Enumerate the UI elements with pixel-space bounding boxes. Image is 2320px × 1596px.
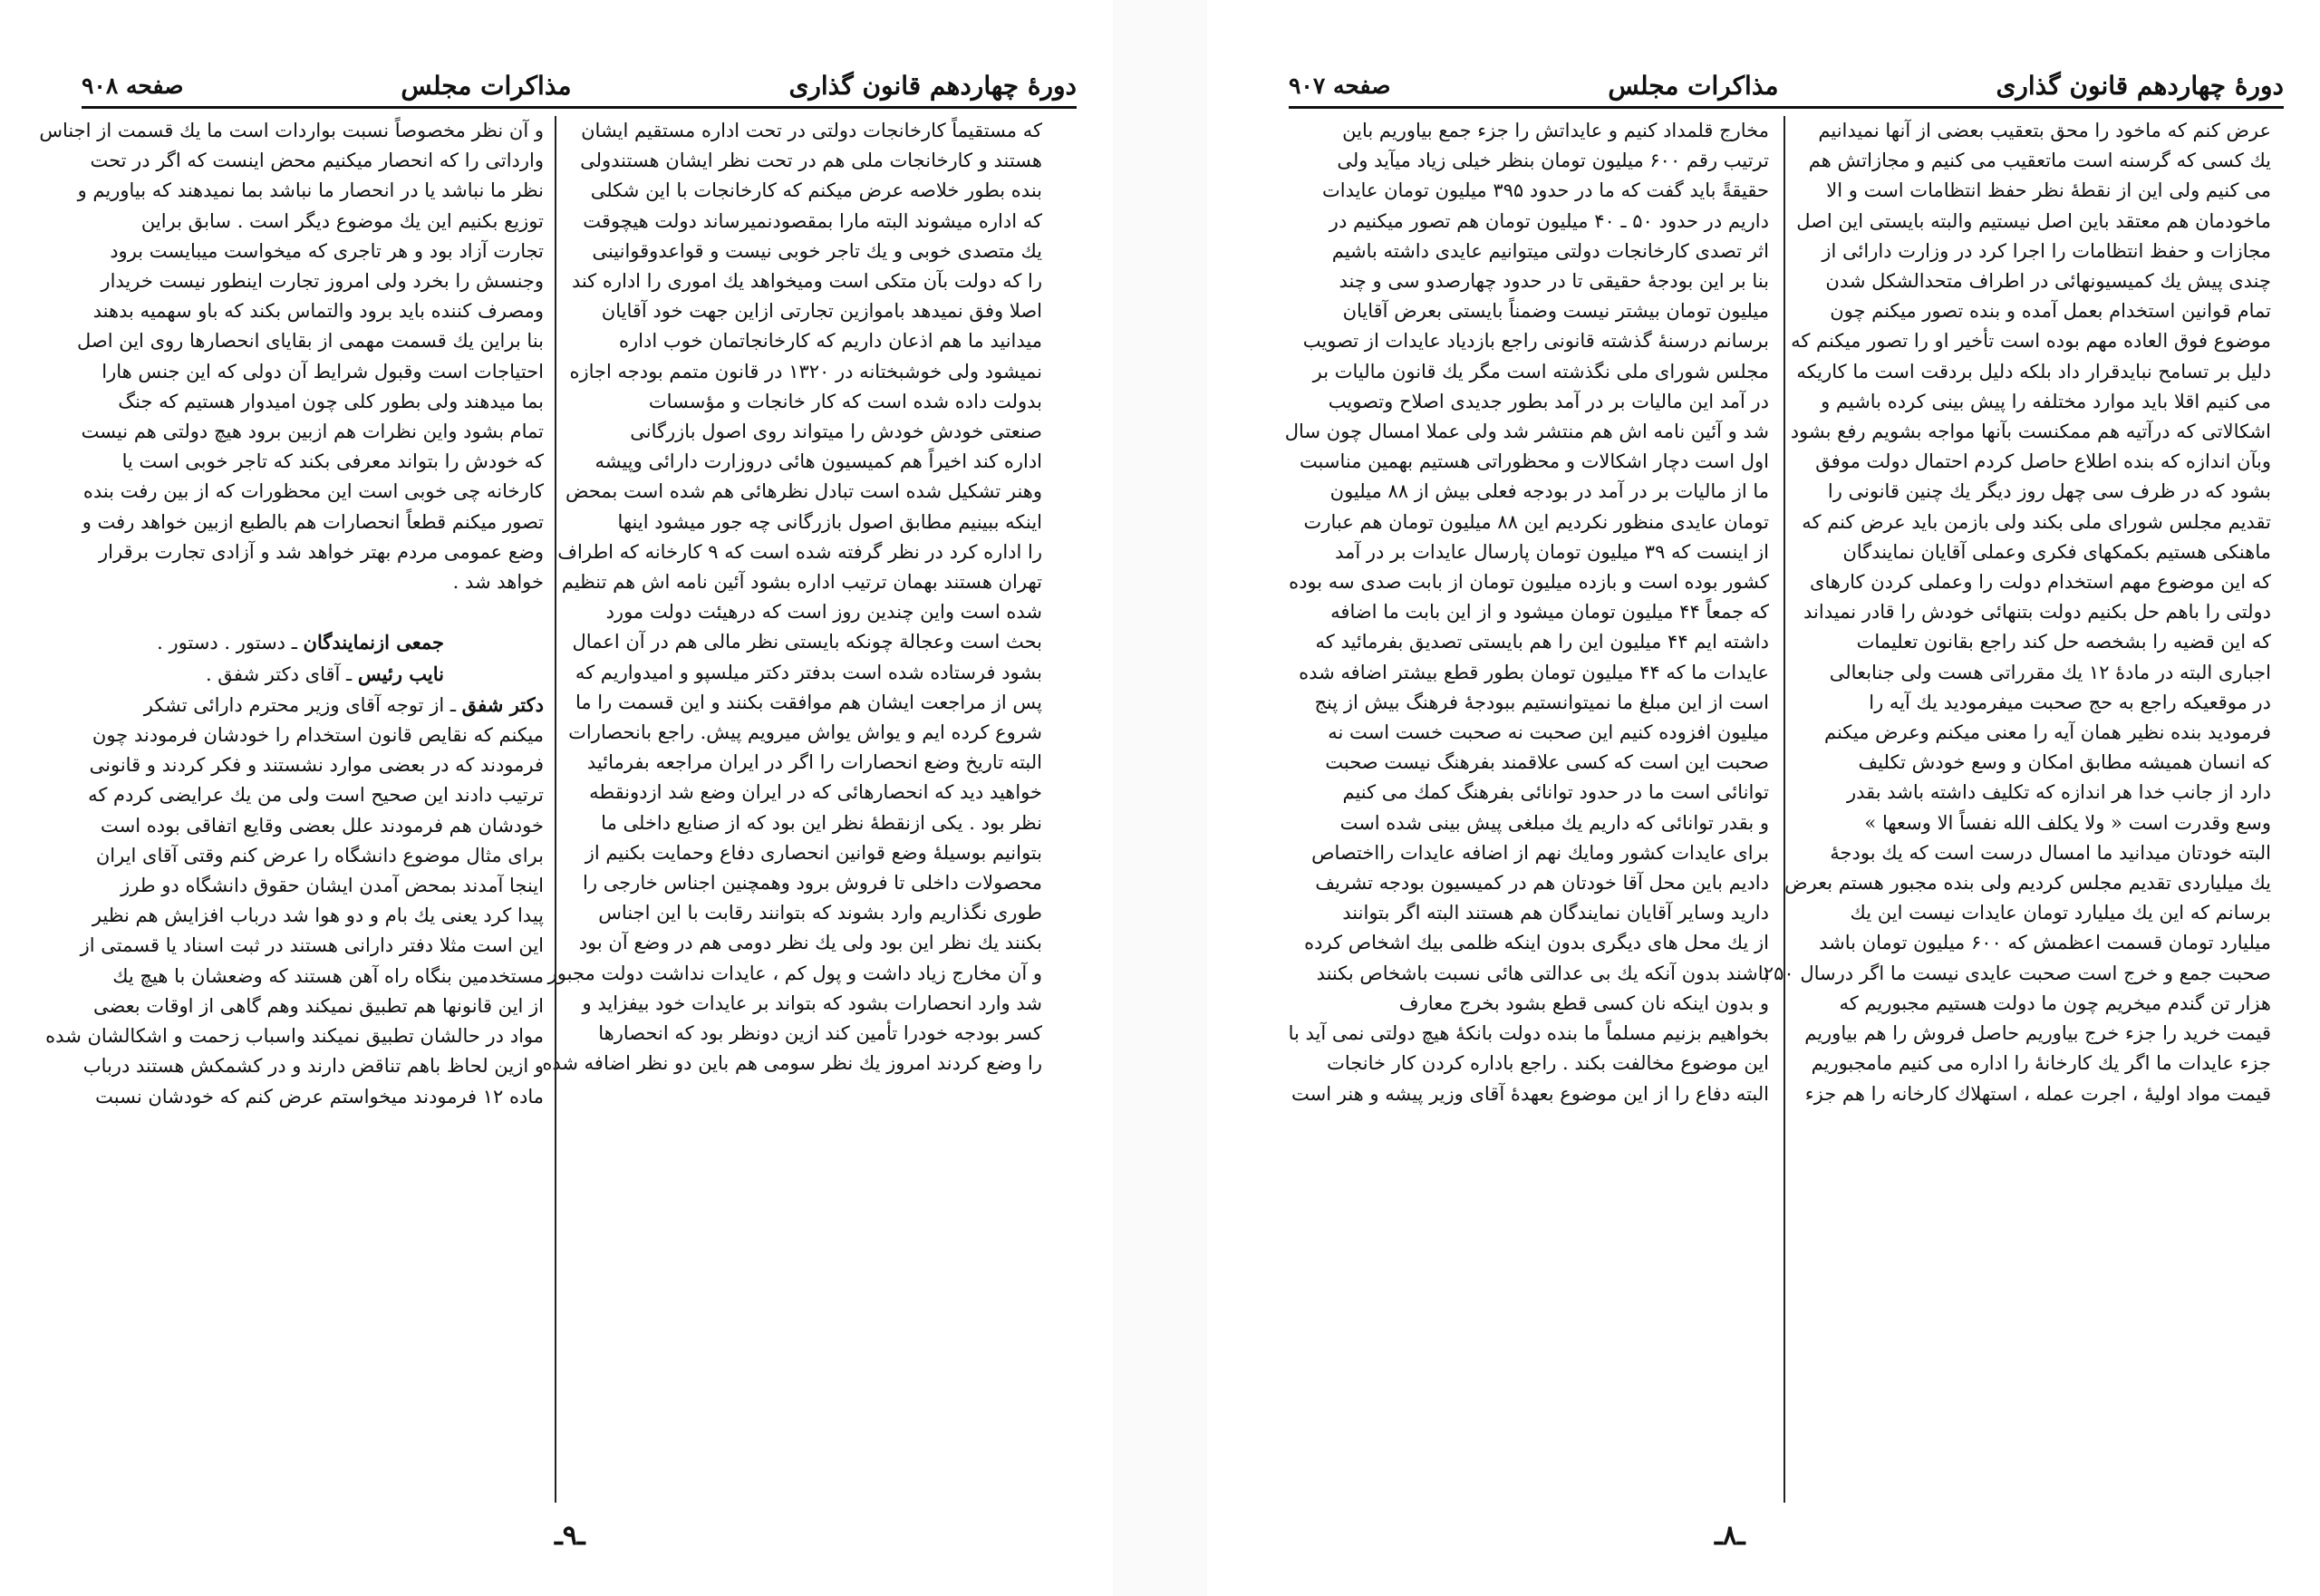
text-line: توانائی است ما در حدود توانائی بفرهنگ کمك می کنیم	[1342, 781, 1769, 804]
text-line: میکنم که نقایص قانون استخدام را خودشان فرمودند چون	[92, 724, 544, 747]
text-line: برای عایدات کشور ومایك نهم از اضافه عایدات رااختصاص	[1311, 841, 1769, 864]
text-line: خواهید دید که انحصارهائی که در ایران وضع شد ازدونقطه	[589, 781, 1042, 804]
text-line: میدانید ما هم اذعان داریم که کارخانجاتمان خوب اداره	[619, 330, 1042, 353]
text-line: احتیاجات است وقبول شرایط آن دولی که این جنس هارا	[102, 360, 544, 382]
text-column-left	[39, 116, 544, 1503]
page-gutter	[1113, 0, 1207, 1596]
text-line: موضوع فوق العاده مهم بوده است تأخیر او را تصور میکنم که	[1791, 330, 2271, 353]
text-line: از یك محل های دیگری بدون اینکه ظلمی بیك اشخاص کرده	[1304, 932, 1769, 954]
page-number-label: صفحه ۹۰۷	[1289, 72, 1391, 99]
text-line: البته تاریخ وضع انحصارات را اگر در ایران مراجعه بفرمائید	[586, 751, 1042, 774]
text-line: عایدات ما که ۴۴ میلیون تومان بطور قطع بیشتر اضافه شده	[1299, 661, 1769, 683]
text-line: پیدا کرد یعنی یك بام و دو هوا شد درباب افزایش هم نظیر	[92, 904, 544, 927]
text-line: یك متصدی خوبی و یك تاجر خوبی نیست و قواعدوقوانینی	[592, 239, 1042, 262]
text-line: و بدون اینکه نان کسی قطع بشود بخرج معارف	[1398, 991, 1769, 1014]
text-line: شروع کرده ایم و یواش یواش میرویم پیش. راجع بانحصارات	[568, 721, 1042, 744]
session-title: دورهٔ چهاردهم قانون گذاری	[1996, 70, 2284, 101]
text-line: محصولات داخلی تا فروش برود وهمچنین اجناس خارجی را	[583, 872, 1042, 895]
page-number-label: صفحه ۹۰۸	[82, 72, 184, 99]
text-line: است از این مبلغ ما نمیتوانستیم ببودجهٔ فرهنگ بیش از پنج	[1314, 691, 1769, 713]
text-line: میلیارد تومان قسمت اعظمش که ۶۰۰ میلیون تومان باشد	[1819, 932, 2271, 954]
header-rule	[82, 106, 1077, 109]
text-line: و آن نظر مخصوصاً نسبت بواردات است ما یك قسمت از اجناس	[39, 120, 544, 141]
text-line: بنا براین یك قسمت مهمی از بقایای انحصارها روی این اصل	[76, 330, 544, 353]
text-line: می کنیم ولی این از نقطهٔ نظر حفظ انتظامات است و الا	[1826, 179, 2271, 202]
text-line: نظر بود . یکی ازنقطهٔ نظر این بود که از صنایع داخلی ما	[601, 811, 1042, 834]
text-line: صحبت این است که کسی علاقمند بفرهنگ نیست صحبت	[1325, 751, 1769, 774]
text-line: این موضوع مخالفت بکند . راجع باداره کردن کار خانجات	[1327, 1052, 1769, 1075]
text-line: که خودش را بتواند معرفی بکند که تاجر خوبی است یا	[121, 450, 544, 473]
text-line: نمیشود ولی خوشبختانه در ۱۳۲۰ در قانون متمم بودجه اجازه	[569, 360, 1042, 382]
speech-first-line	[71, 690, 544, 721]
text-line: و ازین لحاظ باهم تناقض دارند و در کشمکش هستند درباب	[82, 1055, 544, 1078]
header-rule	[1289, 106, 2284, 109]
text-line: کارخانه چی خوبی است این محظورات که از بین رفت بنده	[82, 480, 544, 503]
text-line: ماده ۱۲ فرمودند میخواستم عرض کنم که خودشان نسبت	[95, 1085, 544, 1108]
text-line: توزیع بکنیم این یك موضوع دیگر است . سابق براین	[140, 209, 544, 232]
text-line: که اداره میشوند البته مارا بمقصودنمیرساند دولت هیچوقت	[583, 209, 1042, 232]
speaker-name: نایب رئیس	[357, 662, 444, 685]
text-column-right	[542, 116, 1042, 1503]
text-line: جزء عایدات ما اگر یك کارخانهٔ را اداره می کنیم مامجبوریم	[1811, 1052, 2271, 1075]
column-divider	[1784, 116, 1785, 1503]
text-line: اینکه ببینیم مطابق اصول بازرگانی چه جور میشود اینها	[617, 510, 1042, 533]
text-line: مجازات و حفظ انتظامات را اجرا کرد در وزارت دارائی از	[1822, 239, 2271, 262]
text-line: وجنسش را بخرد ولی امروز تجارت اینطور نیست خریدار	[101, 270, 544, 293]
text-line: ترتیب دادند این صحیح است ولی من یك عرایضی کردم که	[88, 784, 544, 807]
text-line: تهران هستند بهمان ترتیب اداره بشود آئین نامه اش هم تنظیم	[561, 571, 1042, 594]
text-line: دارید وسایر آقایان نمایندگان هم هستند البته اگر بتوانند	[1342, 902, 1769, 924]
text-line: یك کسی که گرسنه است ماتعقیب می کنیم و مجازاتش هم	[1808, 150, 2271, 172]
text-line: هستند و کارخانجات ملی هم در تحت نظر ایشان هستندولی	[580, 150, 1042, 172]
text-line: وارداتی را که انحصار میکنیم محض اینست که اگر در تحت	[90, 150, 544, 172]
folio-number: ـ۹ـ	[555, 1520, 585, 1552]
text-line: ماخودمان هم معتقد باین اصل نیستیم والبته بایستی این اصل	[1796, 209, 2271, 232]
text-line: مستخدمین بنگاه راه آهن هستند که وضعشان با هیچ یك	[112, 964, 544, 987]
text-line: دلیل بر تسامح نبایدقرار داد بلکه دلیل بردقت است ما کاریکه	[1796, 360, 2271, 382]
text-line: بخواهیم بزنیم مسلماً ما بنده دولت بانکهٔ هیچ دولتی نمی آید با	[1288, 1022, 1769, 1045]
text-line: البته خودتان میدانید ما امسال درست است که یك بودجهٔ	[1830, 841, 2271, 864]
text-line: ماهنکی هستیم بکمکهای فکری وعملی آقایان نمایندگان	[1842, 540, 2271, 563]
text-line: خودشان هم فرمودند علل بعضی وقایع اتفاقی بوده است	[100, 814, 544, 837]
text-line: تصور میکنم قطعاً انحصارات هم بالطبع ازبین خواهد رفت و	[82, 510, 544, 533]
text-line: بکنند یك نظر این بود ولی یك نظر دومی هم در وضع آن بود	[578, 932, 1042, 954]
text-line: از اینست که ۳۹ میلیون تومان پارسال عایدات بر در آمد	[1335, 540, 1769, 563]
text-line: اشکالاتی که درآتیه هم ممکنست بآنها مواجه بشویم رفع بشود	[1790, 421, 2271, 443]
speaker-line	[71, 659, 544, 690]
text-line: بتوانیم بوسیلهٔ وضع قوانین انحصاری دفاع وحمایت بکنیم از	[585, 841, 1042, 864]
text-line: این است مثلا دفتر دارانی هستند در ثبت اسناد یا قسمتی از	[80, 934, 544, 957]
column-divider	[555, 116, 556, 1503]
page-header	[82, 65, 1077, 105]
text-line: میلیون تومان بیشتر نیست وضمناً بایستی بعرض آقایان	[1342, 300, 1769, 323]
text-line: دادیم باین محل آقا خودتان هم در کمیسیون بودجه تشریف	[1315, 872, 1769, 895]
text-line: برای مثال موضوع دانشگاه را عرض کنم وقتی آقای ایران	[95, 844, 544, 866]
text-line: برسانم درسنهٔ گذشته قانونی راجع بازدیاد عایدات از تصویب	[1302, 330, 1769, 353]
text-line: تمام قوانین استخدام بعمل آمده و بنده تصور میکنم چون	[1830, 300, 2271, 323]
speaker-text: ـ دستور . دستور .	[157, 632, 304, 654]
text-line: طوری نگذاریم وارد بشوند که بتوانند رقابت با این اجناس	[598, 902, 1042, 924]
text-column-right	[1763, 116, 2271, 1503]
text-line: باشند بدون آنکه یك بی عدالتی هائی نسبت باشخاص بکنند	[1316, 962, 1769, 984]
text-line: بشود که در ظرف سی چهل روز دیگر یك چنین قانونی را	[1827, 480, 2271, 503]
page-header	[1289, 65, 2284, 105]
text-line: نظر ما نباشد یا در انحصار ما نباشد بما نمیدهند که بیاوریم و	[77, 179, 544, 202]
text-line: وضع عمومی مردم بهتر خواهد شد و آزادی تجارت برقرار	[99, 540, 544, 563]
text-line: که این قضیه را بشخصه حل کند راجع بقانون تعلیمات	[1856, 631, 2271, 653]
text-line: عرض کنم که ماخود را محق بتعقیب بعضی از آنها نمیدانیم	[1818, 120, 2271, 141]
text-line: اصلا وفق نمیدهد باموازین تجارتی ازاین جهت خود آقایان	[601, 300, 1042, 323]
text-line: می کنیم اقلا باید موارد مختلفه را پیش بینی کرده باشیم و	[1821, 390, 2271, 412]
text-line: بحث است وعجالة چونکه بایستی نظر مالی هم در آن اعمال	[572, 631, 1042, 653]
text-line: بنده بطور خلاصه عرض میکنم که کارخانجات با این شکلی	[590, 179, 1042, 202]
text-line: شد وارد انحصارات بشود که بتواند بر عایدات خود بیفزاید و	[582, 991, 1042, 1014]
text-line: ترتیب رقم ۶۰۰ میلیون تومان بنظر خیلی زیاد میآید ولی	[1337, 150, 1769, 172]
text-line: تجارت آزاد بود و هر تاجری که میخواست میبایست برود	[110, 239, 544, 262]
text-line: حقیقةً باید گفت که ما در حدود ۳۹۵ میلیون تومان عایدات	[1322, 179, 1769, 202]
text-line: فرمودید بنده نظیر همان آیه را معنی میکنم وعرض میکنم	[1823, 721, 2271, 744]
paragraph-gap	[71, 597, 544, 627]
folio-number: ـ۸ـ	[1715, 1520, 1745, 1552]
speaker-text: ـ آقای دکتر شفق .	[205, 663, 358, 685]
text-line: میلیون افزوده کنیم این صحبت نه صحبت خست است نه	[1328, 721, 1769, 744]
text-line: ما از مالیات بر در آمد در بودجه فعلی بیش از ۸۸ میلیون	[1329, 480, 1769, 503]
page-908	[0, 0, 1113, 1596]
publication-title: مذاکرات مجلس	[401, 70, 572, 101]
text-line: بشود فرستاده شده است بدفتر دکتر میلسپو و امیدواریم که	[575, 661, 1042, 683]
text-line: بنا بر این بودجهٔ حقیقی تا در حدود چهارصدو سی و چند	[1339, 270, 1769, 293]
text-line: مجلس شورای ملی نگذشته است مگر یك قانون مالیات بر	[1312, 360, 1769, 382]
text-line: برسانم که این یك میلیارد تومان عایدات نیست این یك	[1850, 902, 2271, 924]
text-line: قیمت مواد اولیهٔ ، اجرت عمله ، استهلاك کارخانه را هم جزء	[1804, 1082, 2271, 1105]
speech-text: ـ از توجه آقای وزیر محترم دارائی تشکر	[143, 693, 462, 716]
text-line: کشور بوده است و بازده میلیون تومان از بابت صدی سه بوده	[1289, 571, 1769, 594]
text-line: اول است دچار اشکالات و محظوراتی هستیم بهمین مناسبت	[1299, 450, 1769, 473]
text-line: داشته ایم ۴۴ میلیون این را هم بایستی تصدیق بفرمائید که	[1315, 631, 1769, 653]
text-line: که این موضوع مهم استخدام دولت را وعملی کردن کارهای	[1810, 571, 2271, 594]
speaker-name: جمعی ازنمایندگان	[303, 631, 444, 654]
text-line: از این قانونها هم تطبیق نمیکند وهم گاهی از اوقات بعضی	[92, 994, 544, 1017]
text-line: خواهد شد .	[452, 571, 544, 594]
text-line: البته دفاع را از این موضوع بعهدهٔ آقای وزیر پیشه و هنر است	[1291, 1082, 1769, 1105]
speaker-line	[71, 627, 544, 658]
text-line: مواد در حالشان تطبیق نمیکند واسباب زحمت و اشکالشان شده	[45, 1025, 544, 1048]
text-line: بدولت داده شده است که کار خانجات و مؤسسات	[648, 390, 1042, 412]
session-title: دورهٔ چهاردهم قانون گذاری	[788, 70, 1077, 101]
text-line: تومان عایدی منظور نکردیم این ۸۸ میلیون تومان هم عبارت	[1303, 510, 1769, 533]
text-line: وسع وقدرت است « ولا یکلف الله نفساً الا وسعها »	[1864, 811, 2271, 834]
text-line: پس از مراجعت ایشان هم موافقت بکنند و این قسمت را ما	[575, 691, 1042, 713]
text-line: قیمت خرید را جزء خرج بیاوریم حاصل فروش را هم بیاوریم	[1804, 1022, 2271, 1045]
text-line: را اداره کرد در نظر گرفته شده است که ۹ کارخانه که اطراف	[557, 540, 1042, 563]
text-line: اینجا آمدند بمحض آمدن ایشان حقوق دانشگاه دو طرز	[121, 875, 544, 897]
text-line: یك میلیاردی تقدیم مجلس کردیم ولی بنده مجبور هستم بعرض	[1784, 872, 2271, 895]
page-907	[1207, 0, 2320, 1596]
text-line: دولتی را باهم حل بکنیم دولت بتنهائی خودش را قادر نمیداند	[1803, 601, 2271, 624]
speaker-name: دکتر شفق	[461, 692, 544, 716]
text-line: دارد از جانب خدا هر اندازه که تکلیف داشته باشد بقدر	[1846, 781, 2271, 804]
text-line: اثر تصدی کارخانجات دولتی میتوانیم عایدی داشته باشیم	[1331, 239, 1769, 262]
text-line: در آمد این مالیات بر در آمد بطور جدیدی اصلاح وتصویب	[1328, 390, 1769, 412]
text-line: اجباری البته در مادهٔ ۱۲ یك مقرراتی هست ولی جنابعالی	[1829, 661, 2271, 683]
text-line: صنعتی خودش خودش را میتواند روی اصول بازرگانی	[630, 421, 1042, 443]
text-line: که انسان همیشه مطابق امکان و وسع خودش تکلیف	[1858, 751, 2271, 774]
text-line: مخارج قلمداد کنیم و عایداتش را جزء جمع بیاوریم باین	[1342, 120, 1769, 141]
text-line: در موقعیکه راجع به حج صحبت میفرمودید یك آیه را	[1869, 691, 2271, 713]
text-line: را وضع کردند امروز یك نظر سومی هم باین دو نظر اضافه شده	[542, 1052, 1042, 1075]
text-line: و بقدر توانائی که داریم یك مبلغی پیش بینی شده است	[1339, 811, 1769, 834]
text-line: را که دولت بآن متکی است ومیخواهد یك اموری را اداره کند	[571, 270, 1042, 293]
text-line: شده است واین چندین روز است که درهیئت دولت مورد	[605, 601, 1042, 624]
text-line: فرمودند که در بعضی موارد نشستند و فکر کردند و قانونی	[89, 754, 544, 777]
text-line: اداره کند اخیراً هم کمیسیون هائی دروزارت دارائی وپیشه	[594, 450, 1042, 473]
text-line: صحبت جمع و خرج است صحبت عایدی نیست ما اگر درسال ۲۵۰	[1763, 962, 2271, 984]
text-line: ومصرف کننده باید برود والتماس بکند که باو سهمیه بدهند	[92, 300, 544, 323]
text-line: چندی پیش یك کمیسیونهائی در اطراف متحدالشکل شدن	[1825, 270, 2271, 293]
text-line: تقدیم مجلس شورای ملی بکند ولی بازمن باید عرض کنم که	[1802, 510, 2271, 533]
text-line: شد و آئین نامه اش هم منتشر شد ولی عملا امسال چون سال	[1284, 421, 1769, 443]
text-column-left	[1284, 116, 1769, 1503]
text-line: تمام بشود واین نظرات هم ازبین برود هیچ دولتی هم نیست	[81, 421, 544, 443]
text-line: وهنر تشکیل شده است تبادل نظرهائی هم شده است بمحض	[566, 480, 1042, 503]
text-line: وبآن اندازه که بنده اطلاع حاصل کردم احتمال دولت موفق	[1815, 450, 2271, 473]
text-line: که جمعاً ۴۴ میلیون تومان میشود و از این بابت ما اضافه	[1330, 601, 1769, 624]
text-line: داریم در حدود ۵۰ ـ ۴۰ میلیون تومان هم تصور میکنیم در	[1329, 209, 1769, 232]
text-line: و آن مخارج زیاد داشت و پول کم ، عایدات نداشت دولت مجبور	[547, 962, 1042, 984]
text-line: که مستقیماً کارخانجات دولتی در تحت اداره مستقیم ایشان	[581, 120, 1042, 141]
text-line: هزار تن گندم میخریم چون ما دولت هستیم مجبوریم که	[1839, 991, 2271, 1014]
text-line: بما میدهند ولی بطور کلی چون امیدوار هستیم که جنگ	[118, 390, 544, 412]
text-line: کسر بودجه خودرا تأمین کند ازین دونظر بود که انحصارها	[598, 1022, 1042, 1045]
publication-title: مذاکرات مجلس	[1608, 70, 1779, 101]
